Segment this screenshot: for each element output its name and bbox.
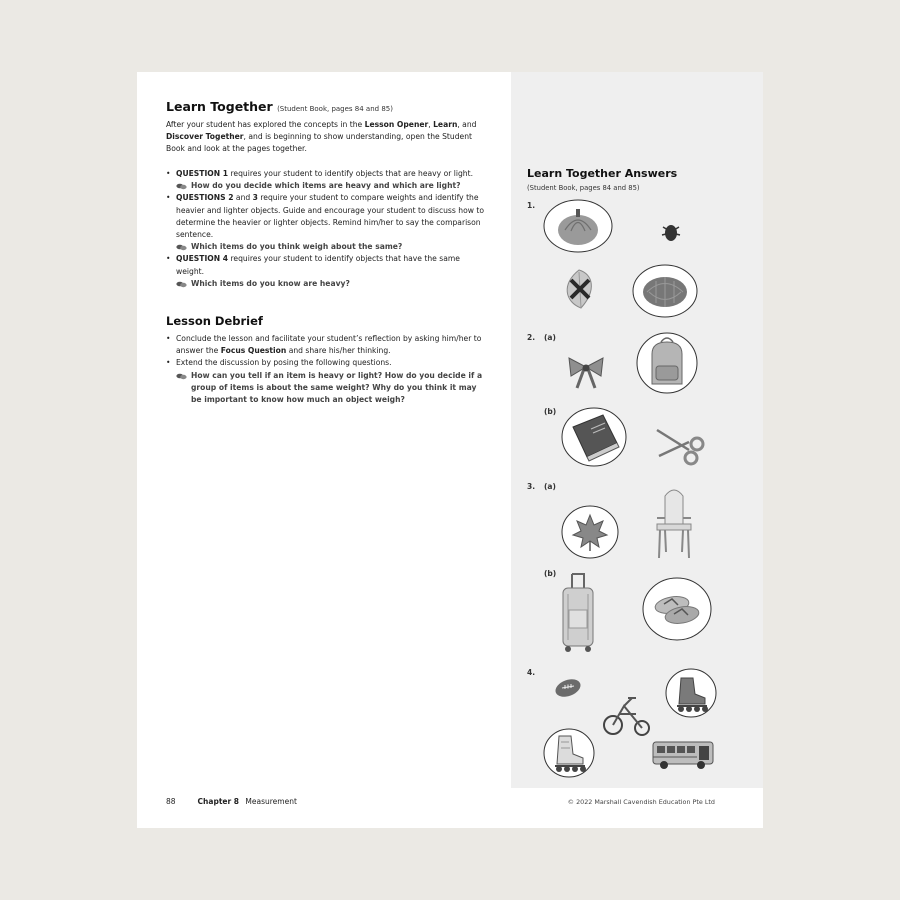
pumpkin-icon xyxy=(543,198,613,254)
question-text: and xyxy=(233,193,253,203)
debrief-text: and share his/her thinking. xyxy=(286,346,391,356)
intro-bold: Discover Together xyxy=(166,132,244,142)
debrief-list xyxy=(166,333,484,406)
intro-bold: Lesson Opener xyxy=(364,120,429,129)
discussion-prompt xyxy=(166,180,484,192)
answer-label-3b: (b) xyxy=(544,569,557,578)
debrief-text: Conclude the lesson and facilitate your student’s reflection by asking him/her to answer the xyxy=(176,334,482,356)
prompt-text: Which items do you know are heavy? xyxy=(191,278,350,288)
question-label: QUESTIONS 2 xyxy=(176,193,234,203)
answers-subtitle: (Student Book, pages 84 and 85) xyxy=(527,184,640,192)
debrief-item xyxy=(166,333,484,357)
speech-bubble-icon xyxy=(176,183,187,190)
prompt-text: Which items do you think weigh about the same? xyxy=(191,242,403,252)
learn-together-heading xyxy=(166,99,393,114)
question-list xyxy=(166,168,484,290)
question-label: QUESTION 4 xyxy=(176,254,229,264)
book-icon xyxy=(561,407,627,467)
question-text: require your student to compare weights and identify the heavier and lighter objects. Guide and encourage your student to discuss how to determine the heavier or lighter objects. Remind him/her to say the comparison sentence. xyxy=(176,193,484,240)
intro-text: , and xyxy=(457,120,477,129)
discussion-prompt xyxy=(166,278,484,290)
heading-reference: (Student Book, pages 84 and 85) xyxy=(277,105,393,113)
maple-leaf-icon xyxy=(561,505,619,559)
bow-icon xyxy=(565,350,607,392)
discussion-prompt xyxy=(166,370,484,407)
question-4-item xyxy=(166,253,484,277)
leaf-icon xyxy=(559,266,599,312)
scissors-icon xyxy=(653,424,711,466)
question-2-3-item xyxy=(166,192,484,241)
backpack-icon xyxy=(636,332,698,394)
flip-flops-icon xyxy=(642,577,712,641)
question-text: requires your student to identify objects that are heavy or light. xyxy=(228,169,473,178)
answer-label-2a: (a) xyxy=(544,333,556,342)
tricycle-icon xyxy=(602,694,652,736)
prompt-text: How can you tell if an item is heavy or light? How do you decide if a group of items is about the same weight? Why do you think it may be important to know how much an object weigh? xyxy=(191,370,483,405)
copyright: © 2022 Marshall Cavendish Education Pte Ltd xyxy=(567,798,715,806)
page-number: 88 xyxy=(166,797,176,806)
question-text: requires your student to identify objects that have the same weight. xyxy=(176,254,460,276)
intro-text: After your student has explored the concepts in the xyxy=(166,120,365,129)
answer-label-4: 4. xyxy=(527,668,536,677)
chapter-topic: Measurement xyxy=(245,797,297,806)
answer-label-2b: (b) xyxy=(544,407,557,416)
chair-icon xyxy=(651,484,697,560)
rollerblade-icon xyxy=(543,728,595,778)
lesson-debrief-heading: Lesson Debrief xyxy=(166,314,263,328)
answers-title: Learn Together Answers xyxy=(527,167,678,180)
question-label: 3 xyxy=(252,193,258,203)
debrief-bold: Focus Question xyxy=(220,346,287,356)
debrief-item xyxy=(166,357,484,369)
answer-label-1: 1. xyxy=(527,201,536,210)
speech-bubble-icon xyxy=(176,281,187,288)
suitcase-icon xyxy=(555,572,601,654)
answer-label-3: 3. xyxy=(527,482,536,491)
workbook-page xyxy=(137,72,763,828)
question-label: QUESTION 1 xyxy=(176,169,229,178)
intro-text: , and is beginning to show understanding, open the Student Book and look at the pages together. xyxy=(166,132,473,154)
answer-label-3a: (a) xyxy=(544,482,556,491)
prompt-text: How do you decide which items are heavy and which are light? xyxy=(191,181,461,191)
beetle-icon xyxy=(659,220,683,244)
question-1-item xyxy=(166,168,484,180)
school-bus-icon xyxy=(651,738,717,770)
speech-bubble-icon xyxy=(176,373,187,380)
intro-paragraph xyxy=(166,119,484,156)
page-footer xyxy=(166,797,297,806)
football-icon xyxy=(553,677,583,699)
answer-label-2: 2. xyxy=(527,333,536,342)
intro-text: , xyxy=(428,120,434,129)
debrief-text: Extend the discussion by posing the following questions. xyxy=(176,358,392,368)
speech-bubble-icon xyxy=(176,244,187,251)
discussion-prompt xyxy=(166,241,484,253)
heading-text: Learn Together xyxy=(166,99,273,114)
watermelon-icon xyxy=(632,263,698,319)
chapter-label: Chapter 8 xyxy=(197,797,240,806)
intro-bold: Learn xyxy=(433,120,458,129)
rollerblade-icon xyxy=(665,668,717,718)
